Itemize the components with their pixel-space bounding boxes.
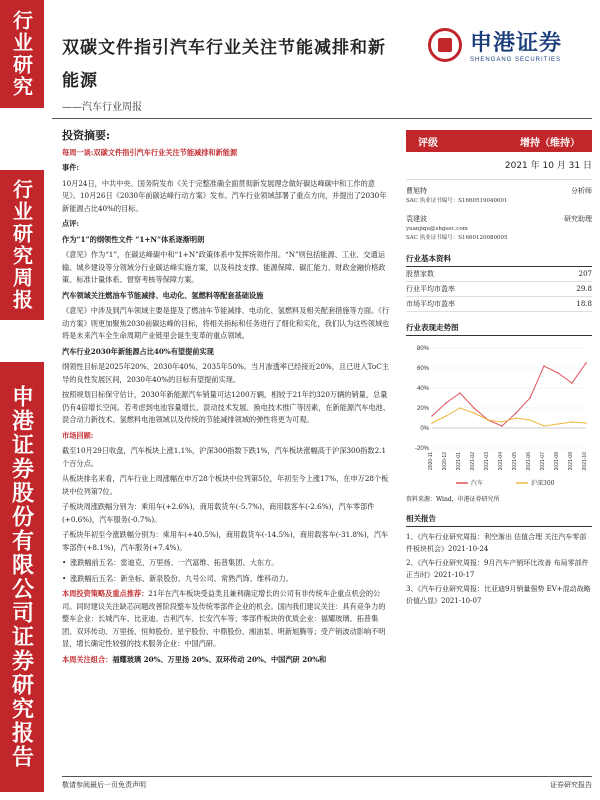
analyst-2-email[interactable]: yuanjiqu@shgsec.com [406, 226, 468, 232]
y-tick-label: -20% [414, 446, 429, 452]
x-tick-label: 2021-09 [568, 452, 574, 471]
company-logo [428, 26, 562, 63]
data-point [515, 412, 517, 414]
related-report-3[interactable]: 3、《汽车行业研究周报：比亚迪9月销量强势 EV+混动战略价值凸显》2021-10-07 [406, 585, 591, 605]
data-point [473, 407, 475, 409]
section-1-title: 作为“1”的纲领性文件 “1+N”体系逐渐明朗 [62, 234, 205, 244]
data-point [445, 402, 447, 404]
data-point [571, 382, 573, 384]
section-2-text: 《意见》中涉及到汽车领域主要是提及了燃油车节能减排、电动化、氢燃料及相关配套措施等方面。《行动方案》则更加聚焦2030前碳达峰的目标，将相关指标和任务进行了细化和实化，我们认为这些领域也将是未来汽车全生命周期产业链里会诞生变革的重点领域。 [62, 306, 390, 340]
y-tick-label: 40% [416, 386, 429, 392]
x-tick-label: 2021-08 [554, 452, 560, 471]
data-point [445, 415, 447, 417]
chart-title: 行业表现走势图 [406, 322, 592, 336]
market-text-3: 子板块周涨跌幅分别为：乘用车(+2.6%)，商用载货车(-5.7%)，商用载客车(-2.6%)，汽车零部件(+0.6%)，汽车服务(-0.7%)。 [62, 502, 375, 524]
stat-row [406, 282, 592, 297]
page-footer [62, 776, 592, 790]
chart-source: 资料来源：Wind，申港证券研究所 [406, 496, 500, 503]
side-tab-company: 申港证券股份有限公司证券研究报告 [0, 362, 44, 792]
weekly-title: 双碳文件指引汽车行业关注节能减排和新能源 [93, 147, 238, 157]
report-title: 双碳文件指引汽车行业关注节能减排和新能源 [62, 38, 386, 91]
data-point [501, 425, 503, 427]
section-3-text-2: 按照规划目标保守估计，2030年新能源汽车销量可达1200万辆，相较于21年约320万辆的销量，总量仍有4倍增长空间。若考虑到电池容量增长、混动技术发展、换电技术推广等因素，在新能源汽车电池、混合动力新技术、氢燃料电池领域以及传统的节能减排领域的弹性将更为可观。 [62, 390, 391, 424]
y-tick-label: 60% [416, 366, 429, 372]
chart-svg [406, 340, 592, 490]
data-point [487, 419, 489, 421]
footer-right: 证券研究报告 [550, 781, 592, 789]
data-point [585, 362, 587, 364]
stat-value: 29.8 [576, 285, 592, 293]
logo-name-cn: 申港证券 [470, 31, 563, 56]
market-text-4: 子板块年初至今涨跌幅分别为：乘用车(+40.5%)，商用载货车(-14.5%)，商用载客车(-31.8%)，汽车零部件(+8.1%)，汽车服务(+7.4%)。 [62, 530, 389, 552]
data-point [473, 412, 475, 414]
market-text-1: 截至10月29日收盘，汽车板块上涨1.1%，沪深300指数下跌1%，汽车板块涨幅高于沪深300指数2.1个百分点。 [62, 446, 387, 468]
data-point [515, 417, 517, 419]
analyst-2-cert: SAC 执业证书编号：S1660120080005 [406, 235, 508, 241]
logo-name-en: SHENGANG SECURITIES [470, 57, 562, 63]
data-point [459, 407, 461, 409]
x-tick-label: 2021-02 [470, 452, 476, 471]
related-report-1[interactable]: 1、《汽车行业研究周报：利空渐出 估值合理 关注汽车零部件板块机会》2021-10-24 [406, 533, 587, 553]
market-review-title: 市场回顾: [62, 430, 94, 440]
sidebar-column [406, 130, 592, 609]
data-point [431, 415, 433, 417]
summary-heading: 投资摘要: [62, 129, 111, 142]
data-point [431, 422, 433, 424]
legend-label: 沪深300 [531, 480, 555, 487]
x-tick-label: 2021-03 [484, 452, 490, 471]
rating-bar [406, 130, 592, 152]
data-point [585, 422, 587, 424]
analyst-1-cert: SAC 执业证书编号：S1660519040001 [406, 198, 508, 204]
related-report-2[interactable]: 2、《汽车行业研究周报：9月汽车产销环比改善 布局零部件正当时》2021-10-17 [406, 559, 589, 579]
stat-key: 行业平均市盈率 [406, 285, 455, 293]
logo-icon [428, 28, 462, 62]
stat-row [406, 297, 592, 312]
x-tick-label: 2021-10 [582, 452, 588, 471]
stat-key: 股票家数 [406, 270, 434, 278]
report-date: 2021 年 10 月 31 日 [504, 161, 592, 171]
series-line-0 [432, 363, 586, 426]
series-line-1 [432, 408, 586, 426]
stat-key: 市场平均市盈率 [406, 300, 455, 308]
events-label: 事件: [62, 163, 80, 172]
legend-label: 汽车 [471, 480, 484, 487]
analyst-2-name: 袁建波 [406, 215, 427, 223]
investment-text: 21年在汽车板块受益类且兼利确定增长的公司有非传统车企重点机会的公司。同时建议关注缺芯问题改善阶段整车及传统零部件企业的机会。国内我们建议关注：具有竞争力的整车企业：长城汽车、比亚迪、吉利汽车、长安汽车等；零部件板块的优质企业：福耀玻璃、拓普集团、双环传动、万里扬、恒帅股份、星宇股份、中鼎股份、湘油泵、明新旭腾等；受产销波动影响不明显，增长确定性较强的技术服务企业：中国汽研。 [62, 589, 386, 648]
data-point [571, 421, 573, 423]
analyst-1-role: 分析师 [571, 187, 592, 195]
data-point [529, 397, 531, 399]
stat-row [406, 267, 592, 282]
market-text-2: 从板块排名来看，汽车行业上周涨幅在申万28个板块中位列第5位，年初至今上涨17%，在申万28个板块中位列第7位。 [62, 474, 389, 496]
header-divider [52, 118, 592, 119]
section-3-text-1: 纲领性目标是2025年20%、2030年40%、2035年50%。当月渗透率已经接近20%，且已进入ToC主导的良性发展区间，2030年40%的目标有望提前实现。 [62, 362, 389, 384]
stat-value: 18.8 [576, 300, 592, 308]
report-subtitle: ——汽车行业周报 [62, 102, 142, 113]
side-tab-industry-research: 行业研究 [0, 0, 44, 108]
data-point [557, 423, 559, 425]
analyst-block [406, 179, 592, 243]
analyst-1-name: 曹旭特 [406, 187, 427, 195]
analyst-2-role: 研究助理 [564, 215, 592, 223]
data-point [529, 419, 531, 421]
section-3-title: 汽车行业2030年新能源占比40%有望提前实现 [62, 346, 214, 356]
stat-value: 207 [578, 270, 592, 278]
portfolio-text: 福耀玻璃 20%、万里扬 20%、双环传动 20%、中国汽研 20%和 [112, 654, 327, 664]
data-point [459, 392, 461, 394]
rating-label: 评级 [418, 137, 438, 149]
portfolio-label: 本周关注组合： [62, 654, 113, 664]
x-tick-label: 2021-01 [456, 452, 462, 471]
section-2-title: 汽车领域关注燃油车节能减排、电动化、氢燃料等配套基础设施 [62, 290, 264, 300]
investment-label: 本周投资策略及重点推荐： [62, 589, 149, 598]
x-tick-label: 2021-06 [526, 452, 532, 471]
side-tab-weekly: 行业研究周报 [0, 170, 44, 320]
x-tick-label: 2021-04 [498, 452, 504, 471]
x-tick-label: 2021-07 [540, 452, 546, 471]
y-tick-label: 0% [420, 426, 429, 432]
market-bottom-five: • 涨跌幅后五名：新坐标、新泉股份、九号公司、常熟汽饰、维科动力。 [62, 573, 392, 586]
y-tick-label: 20% [416, 406, 429, 412]
basic-info-title: 行业基本资料 [406, 253, 592, 267]
data-point [543, 425, 545, 427]
section-1-text: 《意见》作为“1”，在碳达峰碳中和“1+N”政策体系中发挥统领作用。“N”则包括能源、工业、交通运输、城乡建设等分领域分行业碳达峰实施方案，以及科技支撑、能源保障、碳汇能力、财政金融价格政策、标准计量体系、督察考核等保障方案。 [62, 250, 386, 284]
data-point [543, 365, 545, 367]
x-tick-label: 2021-05 [512, 452, 518, 471]
x-tick-label: 2020-12 [442, 452, 448, 471]
data-point [557, 372, 559, 374]
x-tick-label: 2020-11 [428, 452, 434, 470]
related-title: 相关报告 [406, 513, 592, 527]
market-top-five: • 涨跌幅前五名：雷迪克、万里扬、一汽富维、拓普集团、大东方。 [62, 557, 392, 570]
data-point [501, 421, 503, 423]
performance-chart [406, 340, 592, 492]
y-tick-label: 80% [416, 346, 429, 352]
rating-value: 增持（维持） [520, 137, 580, 149]
comment-label: 点评: [62, 219, 80, 228]
footer-disclaimer: 敬请参阅最后一页免责声明 [62, 781, 146, 789]
main-column [62, 130, 392, 669]
events-text: 10月24日，中共中央、国务院发布《关于完整准确全面贯彻新发展理念做好碳达峰碳中和工作的意见》。10月26日《2030年前碳达峰行动方案》发布。汽车行业领域部署了重点方向，并提出了2030年新能源占比40%的目标。 [62, 178, 387, 213]
weekly-label: 每周一谈: [62, 147, 94, 157]
